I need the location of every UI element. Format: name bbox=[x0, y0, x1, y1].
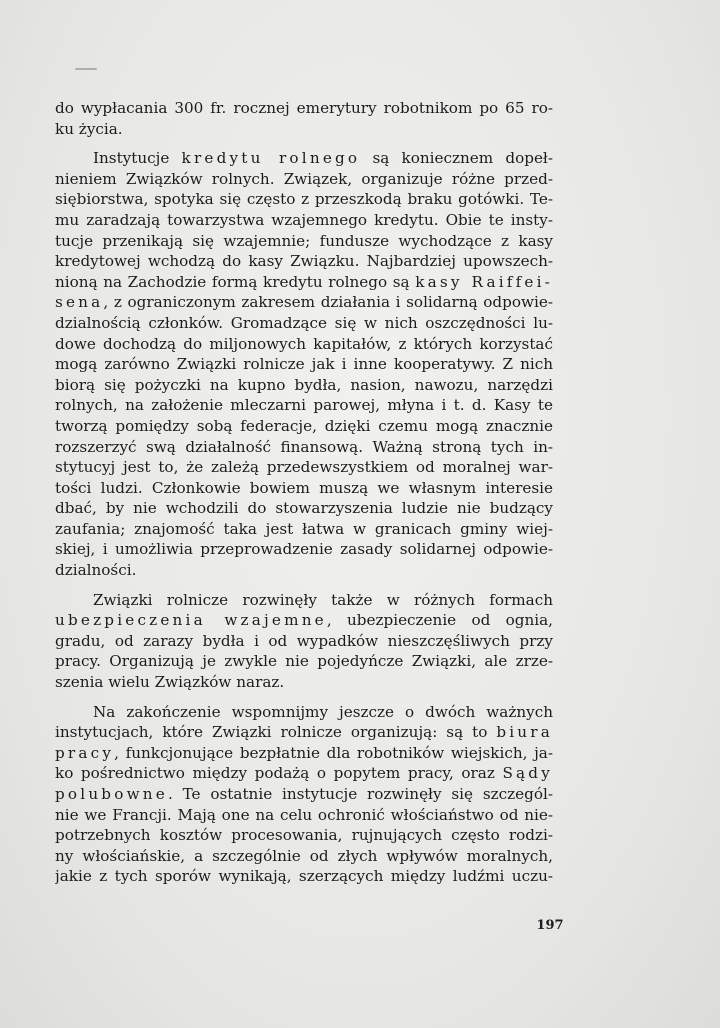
page-smudge bbox=[75, 68, 97, 70]
spaced-emphasis: Sądy bbox=[502, 764, 553, 783]
text-line bbox=[55, 631, 553, 652]
text-line bbox=[55, 354, 553, 375]
text-line bbox=[55, 119, 553, 140]
text-line bbox=[55, 763, 553, 784]
text-line bbox=[55, 272, 553, 293]
text-line bbox=[55, 148, 553, 169]
text-line bbox=[55, 519, 553, 540]
spaced-emphasis: polubowne bbox=[55, 785, 168, 803]
text-run: siębiorstwa, spotyka się często z przeszkodą braku gotówki. Te- bbox=[55, 190, 553, 209]
text-run: zaufania; znajomość taka jest łatwa w granicach gminy wiej- bbox=[55, 519, 553, 538]
text-line bbox=[55, 784, 553, 805]
text-run: jakie z tych sporów wynikają, szerzących między ludźmi uczu- bbox=[55, 867, 553, 886]
paragraph bbox=[55, 148, 553, 580]
text-run: Na zakończenie wspomnijmy jeszcze o dwóch ważnych bbox=[93, 702, 553, 721]
text-run: rolnych, na założenie mleczarni parowej, młyna i t. d. Kasy te bbox=[55, 396, 553, 415]
text-run: dzialności. bbox=[55, 561, 137, 580]
spaced-emphasis: sena bbox=[55, 293, 104, 312]
text-line bbox=[55, 560, 553, 581]
text-line bbox=[55, 825, 553, 846]
text-run: gradu, od zarazy bydła i od wypadków nieszczęśliwych przy bbox=[55, 631, 553, 650]
body-text bbox=[55, 98, 553, 887]
text-run: , z ograniczonym zakresem działania i solidarną odpowie- bbox=[103, 293, 553, 312]
text-line bbox=[55, 416, 553, 437]
text-line bbox=[55, 98, 553, 119]
text-run: ko pośrednictwo między podażą o popytem pracy, oraz bbox=[55, 764, 503, 783]
paragraph bbox=[55, 590, 553, 693]
text-line bbox=[55, 313, 553, 334]
text-line bbox=[55, 498, 553, 519]
text-run: Związki rolnicze rozwinęły także w różnych formach bbox=[93, 590, 553, 609]
text-line bbox=[55, 169, 553, 190]
text-line bbox=[55, 210, 553, 231]
text-run: tości ludzi. Członkowie bowiem muszą we własnym interesie bbox=[55, 478, 553, 497]
text-run: ny włościańskie, a szczególnie od złych wpływów moralnych, bbox=[55, 846, 553, 865]
text-line bbox=[55, 702, 553, 723]
text-line bbox=[55, 292, 553, 313]
text-run: stytucyj jest to, że zależą przedewszystkiem od moralnej war- bbox=[55, 458, 553, 477]
text-line bbox=[55, 251, 553, 272]
spaced-emphasis: pracy bbox=[55, 743, 115, 762]
text-run: szenia wielu Związków naraz. bbox=[55, 673, 285, 692]
text-run: skiej, i umożliwia przeprowadzenie zasady solidarnej odpowie- bbox=[55, 540, 553, 559]
text-run: kredytowej wchodzą do kasy Związku. Najbardziej upowszech- bbox=[55, 252, 553, 271]
paragraph bbox=[55, 98, 553, 139]
text-run: potrzebnych kosztów procesowania, rujnujących często rodzi- bbox=[55, 826, 553, 845]
text-line bbox=[55, 722, 553, 743]
text-run: mu zaradzają towarzystwa wzajemnego kredytu. Obie te insty- bbox=[55, 210, 553, 229]
text-line bbox=[55, 805, 553, 826]
spaced-emphasis: biura bbox=[496, 723, 553, 742]
text-run: biorą się pożyczki na kupno bydła, nasion, nawozu, narzędzi bbox=[55, 375, 553, 394]
text-run: rozszerzyć swą działalność finansową. Ważną stroną tych in- bbox=[55, 437, 553, 456]
text-line bbox=[55, 866, 553, 887]
text-run: nioną na Zachodzie formą kredytu rolnego są bbox=[55, 272, 416, 291]
spaced-emphasis: kasy Raiffei- bbox=[415, 272, 553, 291]
text-run: pracy. Organizują je zwykle nie pojedyńcze Związki, ale zrze- bbox=[55, 652, 553, 671]
text-run: tucje przenikają się wzajemnie; fundusze wychodzące z kasy bbox=[55, 231, 553, 250]
text-run: nie we Francji. Mają one na celu ochronić włościaństwo od nie- bbox=[55, 805, 553, 824]
text-line bbox=[55, 846, 553, 867]
text-run: dbać, by nie wchodzili do stowarzyszenia ludzie nie budzący bbox=[55, 499, 553, 518]
spaced-emphasis: ubezpieczenia wzajemne bbox=[55, 611, 327, 630]
text-line bbox=[55, 231, 553, 252]
paragraph bbox=[55, 702, 553, 887]
text-run: tworzą pomiędzy sobą federacje, dzięki czemu mogą znacznie bbox=[55, 416, 553, 435]
text-run: są koniecznem dopeł- bbox=[360, 149, 553, 168]
text-run: instytucjach, które Związki rolnicze organizują: są to bbox=[55, 723, 497, 742]
text-line bbox=[55, 189, 553, 210]
text-line bbox=[55, 395, 553, 416]
text-run: mogą zarówno Związki rolnicze jak i inne kooperatywy. Z nich bbox=[55, 355, 553, 374]
text-run: dowe dochodzą do miljonowych kapitałów, z których korzystać bbox=[55, 334, 553, 353]
text-line bbox=[55, 437, 553, 458]
text-run: ku życia. bbox=[55, 119, 123, 138]
text-line bbox=[55, 457, 553, 478]
spaced-emphasis: kredytu rolnego bbox=[181, 149, 361, 168]
text-line bbox=[55, 590, 553, 611]
text-run: , funkcjonujące bezpłatnie dla robotników wiejskich, ja- bbox=[114, 743, 553, 762]
page-number: 197 bbox=[536, 918, 564, 933]
text-line bbox=[55, 334, 553, 355]
text-run: dzialnością członków. Gromadzące się w nich oszczędności lu- bbox=[55, 313, 553, 332]
text-line bbox=[55, 743, 553, 764]
text-run: nieniem Związków rolnych. Związek, organizuje różne przed- bbox=[55, 169, 553, 188]
text-run: . Te ostatnie instytucje rozwinęły się szczegól- bbox=[167, 785, 553, 803]
text-line bbox=[55, 651, 553, 672]
text-run: , ubezpieczenie od ognia, bbox=[326, 611, 553, 630]
text-run: Instytucje bbox=[93, 149, 182, 168]
text-line bbox=[55, 478, 553, 499]
text-line bbox=[55, 672, 553, 693]
text-line bbox=[55, 539, 553, 560]
text-run: do wypłacania 300 fr. rocznej emerytury robotnikom po 65 ro- bbox=[55, 99, 553, 117]
text-line bbox=[55, 610, 553, 631]
text-line bbox=[55, 375, 553, 396]
